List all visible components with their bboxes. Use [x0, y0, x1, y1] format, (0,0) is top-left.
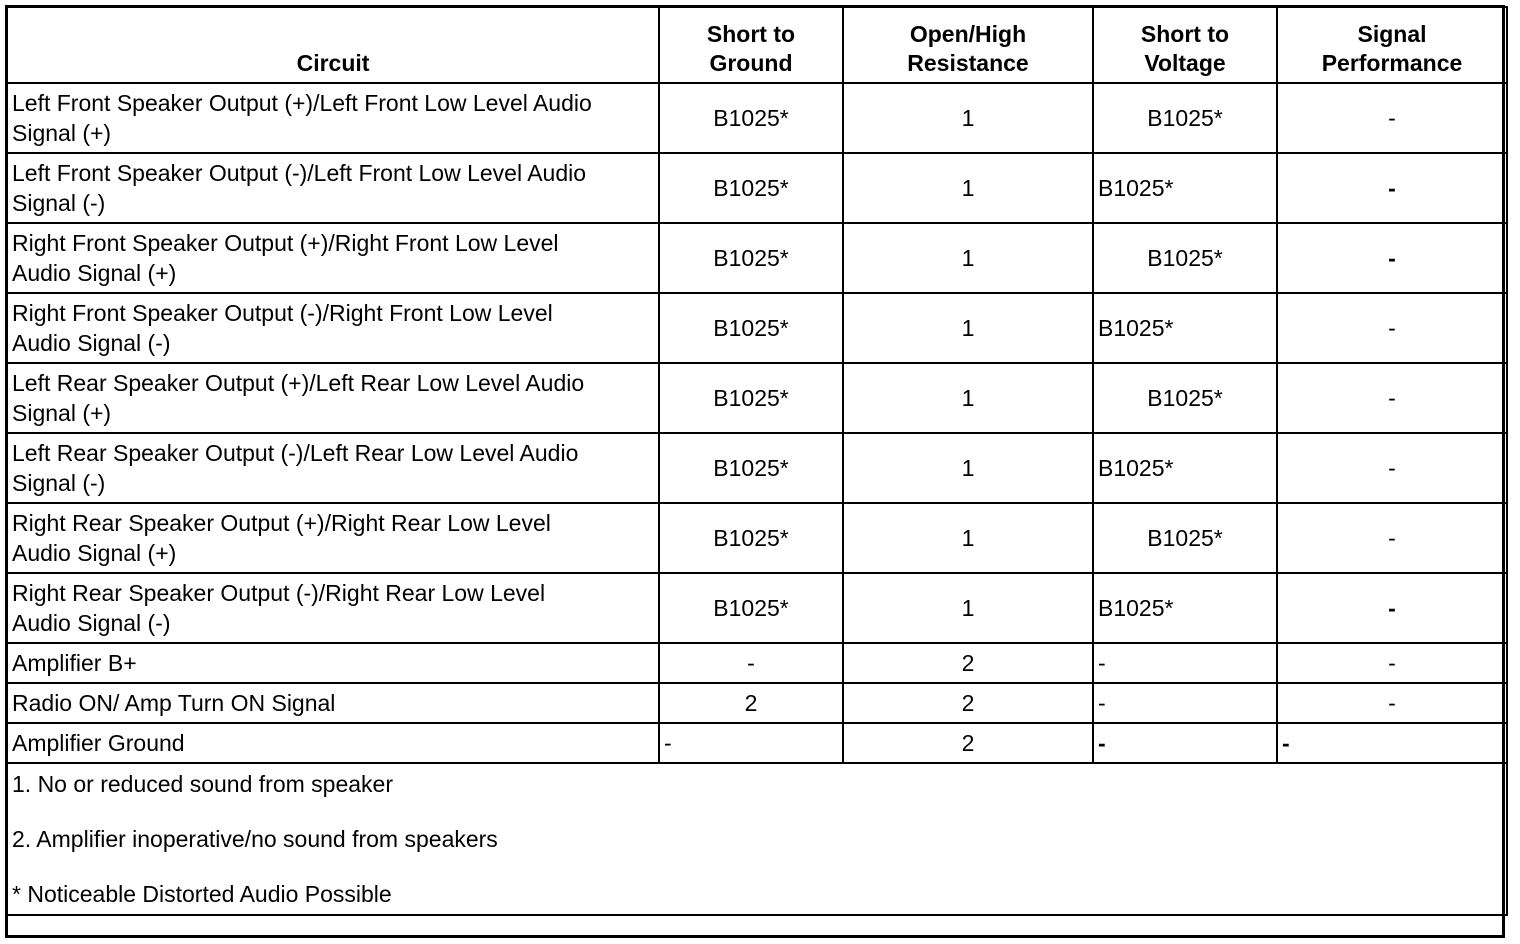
signal-performance-cell: - [1277, 503, 1507, 573]
open-high-resistance-cell: 2 [843, 683, 1093, 723]
signal-performance-cell: - [1277, 223, 1507, 293]
circuit-cell: Amplifier Ground [7, 723, 659, 763]
table-row [7, 293, 1507, 363]
circuit-cell: Radio ON/ Amp Turn ON Signal [7, 683, 659, 723]
table-row [7, 223, 1507, 293]
short-to-ground-cell: B1025* [659, 153, 843, 223]
open-high-resistance-cell: 1 [843, 293, 1093, 363]
open-high-resistance-cell: 1 [843, 573, 1093, 643]
header-short-to-ground: Short to Ground [659, 7, 843, 83]
short-to-ground-cell: B1025* [659, 293, 843, 363]
header-signal-performance: Signal Performance [1277, 7, 1507, 83]
short-to-ground-cell: B1025* [659, 573, 843, 643]
header-row [7, 7, 1507, 83]
short-to-ground-cell: - [659, 643, 843, 683]
notes-cell [7, 763, 1507, 915]
circuit-cell: Right Rear Speaker Output (+)/Right Rear Low Level Audio Signal (+) [7, 503, 659, 573]
open-high-resistance-cell: 1 [843, 433, 1093, 503]
short-to-ground-cell: - [659, 723, 843, 763]
signal-performance-cell: - [1277, 723, 1507, 763]
circuit-cell: Left Rear Speaker Output (-)/Left Rear Low Level Audio Signal (-) [7, 433, 659, 503]
signal-performance-cell: - [1277, 683, 1507, 723]
note-1: 1. No or reduced sound from speaker [12, 771, 393, 797]
short-to-ground-cell: B1025* [659, 363, 843, 433]
open-high-resistance-cell: 1 [843, 503, 1093, 573]
note-2: 2. Amplifier inoperative/no sound from speakers [12, 826, 498, 852]
short-to-voltage-cell: - [1093, 683, 1277, 723]
short-to-voltage-cell: B1025* [1093, 83, 1277, 153]
circuit-cell: Right Front Speaker Output (+)/Right Front Low Level Audio Signal (+) [7, 223, 659, 293]
circuit-cell: Right Rear Speaker Output (-)/Right Rear Low Level Audio Signal (-) [7, 573, 659, 643]
signal-performance-cell: - [1277, 433, 1507, 503]
short-to-ground-cell: 2 [659, 683, 843, 723]
short-to-ground-cell: B1025* [659, 83, 843, 153]
note-asterisk: * Noticeable Distorted Audio Possible [12, 881, 392, 907]
signal-performance-cell: - [1277, 83, 1507, 153]
short-to-voltage-cell: B1025* [1093, 433, 1277, 503]
signal-performance-cell: - [1277, 293, 1507, 363]
circuit-cell: Left Front Speaker Output (+)/Left Front Low Level Audio Signal (+) [7, 83, 659, 153]
circuit-cell: Amplifier B+ [7, 643, 659, 683]
table-row [7, 643, 1507, 683]
signal-performance-cell: - [1277, 363, 1507, 433]
short-to-voltage-cell: B1025* [1093, 573, 1277, 643]
open-high-resistance-cell: 1 [843, 363, 1093, 433]
table-row [7, 433, 1507, 503]
table-row [7, 83, 1507, 153]
short-to-voltage-cell: B1025* [1093, 223, 1277, 293]
notes-row [7, 763, 1507, 915]
short-to-voltage-cell: B1025* [1093, 503, 1277, 573]
signal-performance-cell: - [1277, 153, 1507, 223]
open-high-resistance-cell: 1 [843, 153, 1093, 223]
open-high-resistance-cell: 2 [843, 723, 1093, 763]
table-row [7, 683, 1507, 723]
short-to-voltage-cell: - [1093, 723, 1277, 763]
header-open-high-resistance: Open/High Resistance [843, 7, 1093, 83]
open-high-resistance-cell: 2 [843, 643, 1093, 683]
symptom-chart-table [6, 6, 1508, 916]
signal-performance-cell: - [1277, 643, 1507, 683]
table-row [7, 153, 1507, 223]
circuit-cell: Left Rear Speaker Output (+)/Left Rear Low Level Audio Signal (+) [7, 363, 659, 433]
short-to-ground-cell: B1025* [659, 433, 843, 503]
table-row [7, 503, 1507, 573]
table-row [7, 363, 1507, 433]
signal-performance-cell: - [1277, 573, 1507, 643]
short-to-ground-cell: B1025* [659, 223, 843, 293]
circuit-cell: Left Front Speaker Output (-)/Left Front Low Level Audio Signal (-) [7, 153, 659, 223]
short-to-ground-cell: B1025* [659, 503, 843, 573]
header-short-to-voltage: Short to Voltage [1093, 7, 1277, 83]
short-to-voltage-cell: B1025* [1093, 153, 1277, 223]
header-circuit: Circuit [7, 7, 659, 83]
open-high-resistance-cell: 1 [843, 83, 1093, 153]
short-to-voltage-cell: B1025* [1093, 363, 1277, 433]
short-to-voltage-cell: - [1093, 643, 1277, 683]
table-row [7, 573, 1507, 643]
table-row [7, 723, 1507, 763]
circuit-cell: Right Front Speaker Output (-)/Right Front Low Level Audio Signal (-) [7, 293, 659, 363]
open-high-resistance-cell: 1 [843, 223, 1093, 293]
short-to-voltage-cell: B1025* [1093, 293, 1277, 363]
